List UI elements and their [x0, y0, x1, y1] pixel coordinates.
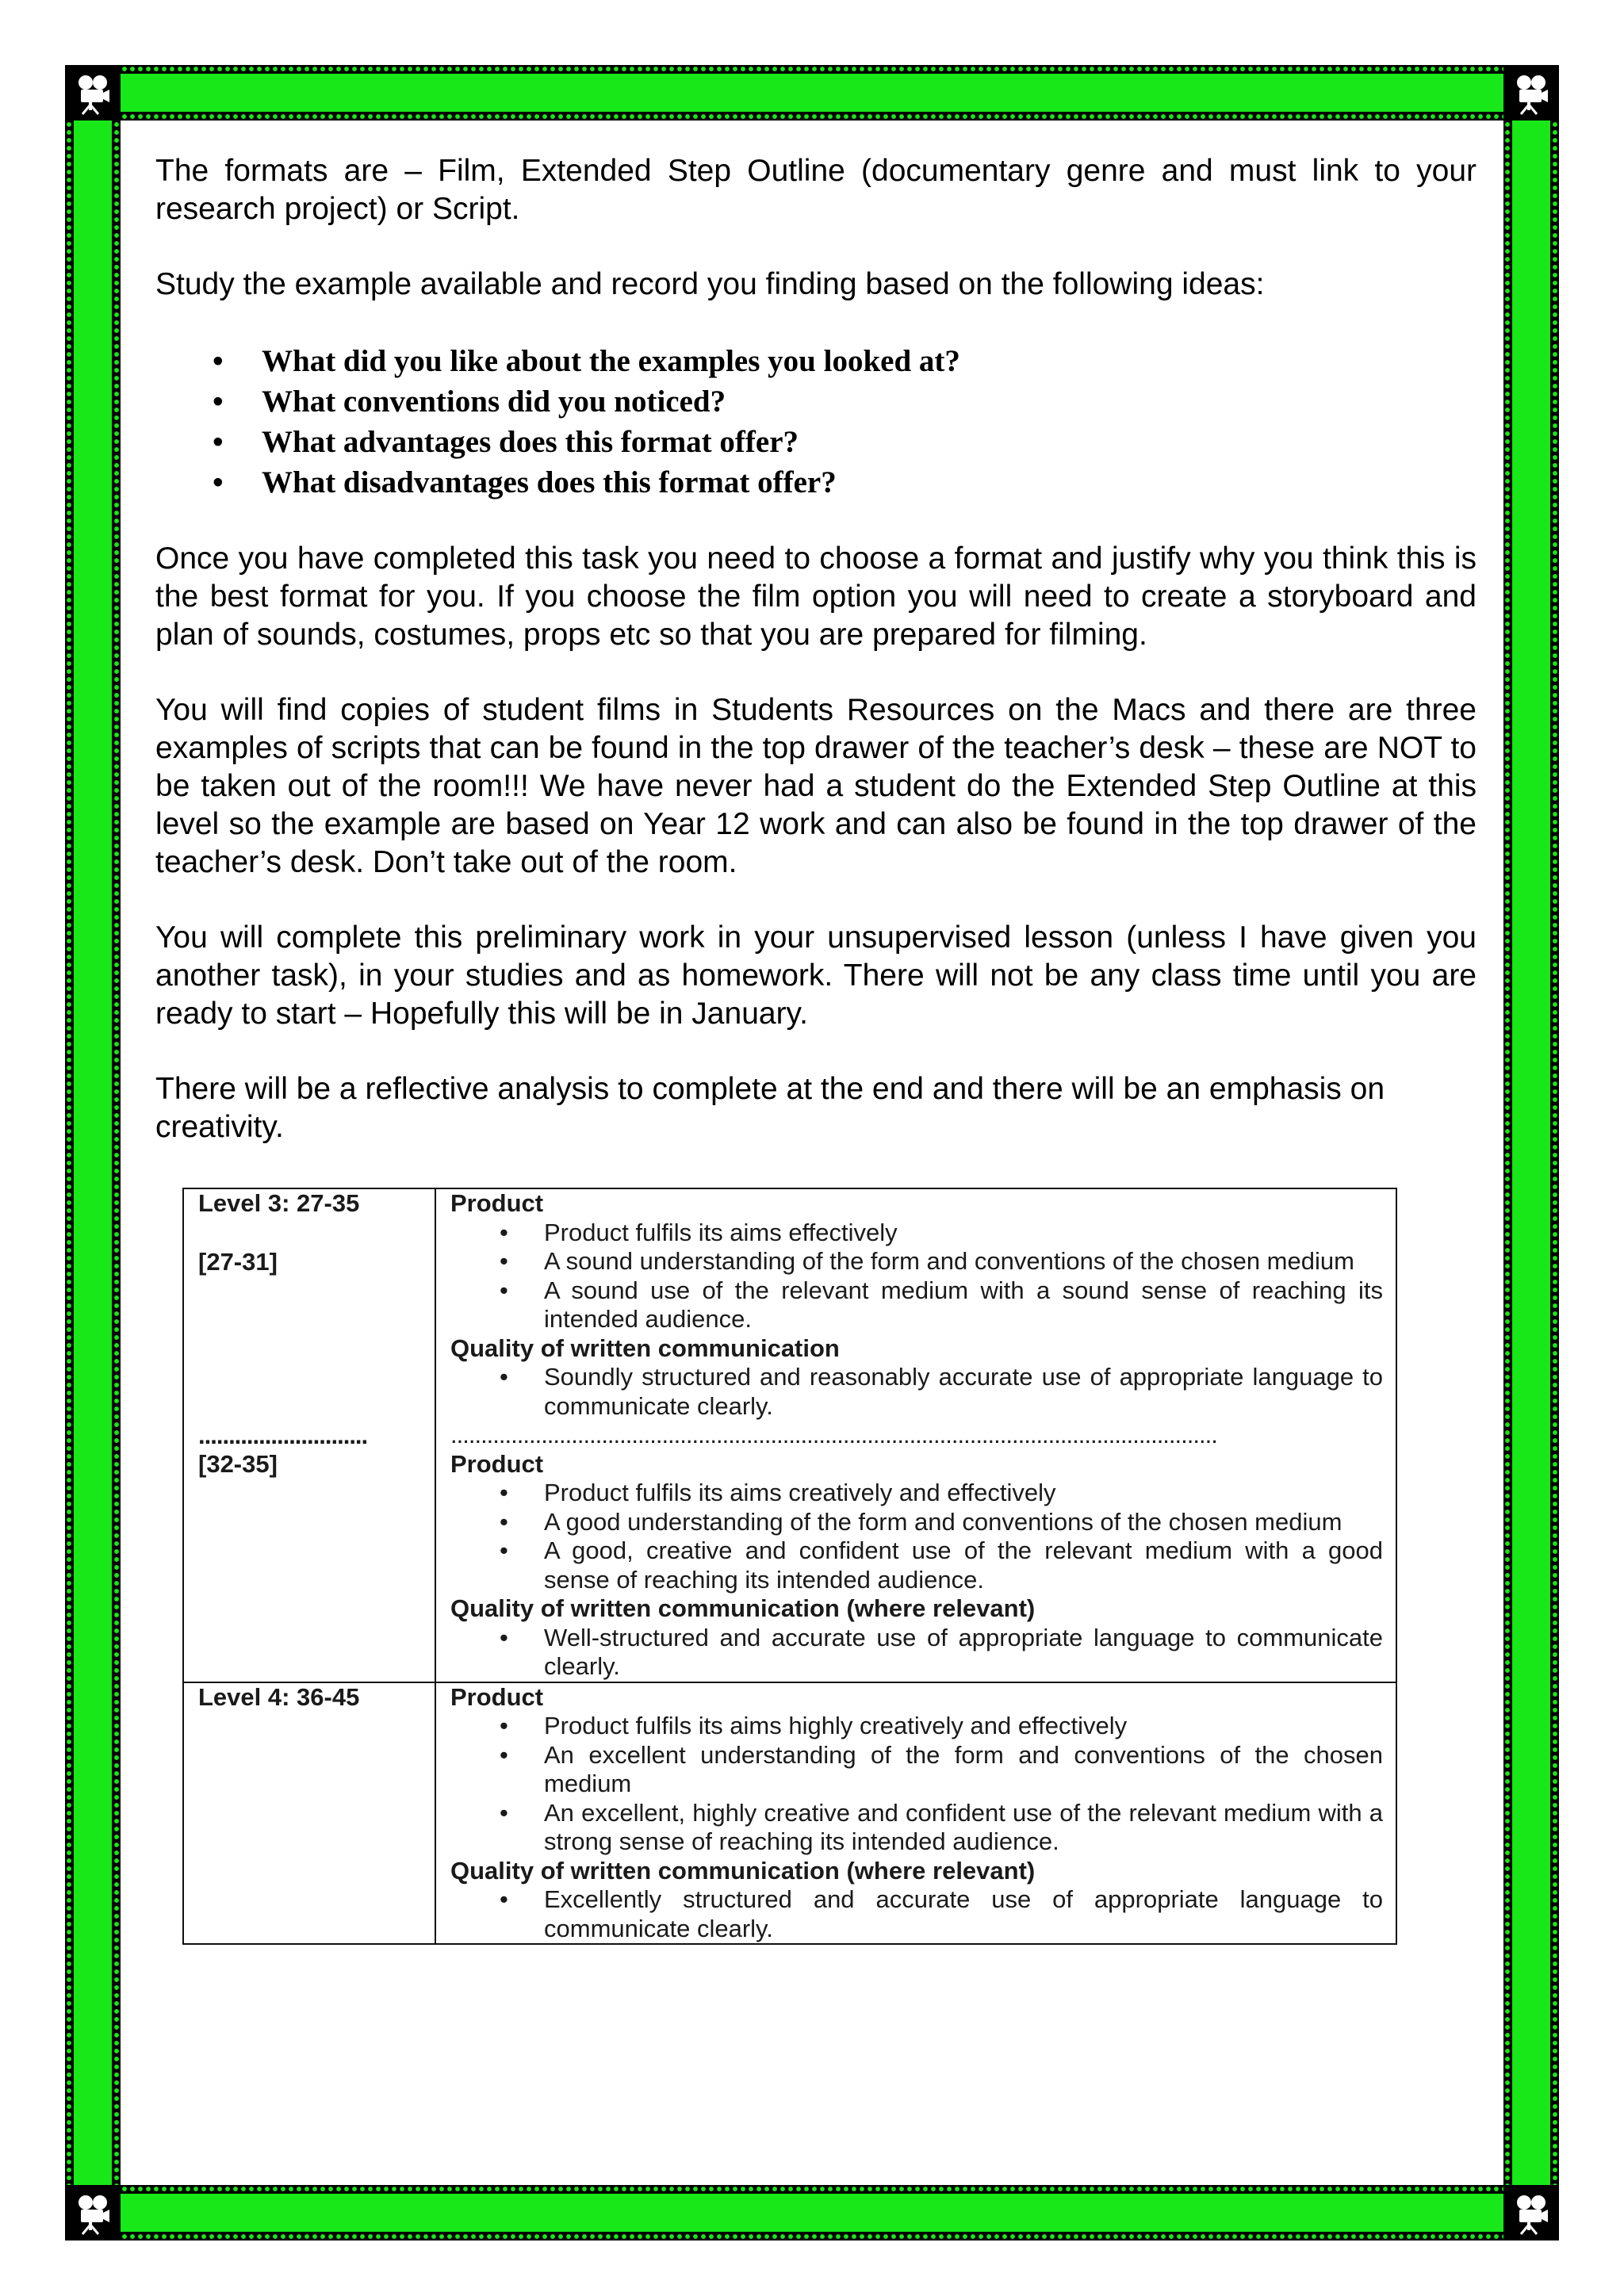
- table-row: [183, 1188, 1396, 1450]
- qwc-heading: Quality of written communication (where relevant): [450, 1856, 1036, 1885]
- level-3-cell: [183, 1188, 435, 1450]
- formats-paragraph: The formats are – Film, Extended Step Outline (documentary genre and must link to your research project) or Script.: [155, 154, 1477, 226]
- product-heading: Product: [450, 1449, 544, 1478]
- question-item: • What did you like about the examples you looked at?: [213, 341, 1477, 381]
- qwc-heading: Quality of written communication: [450, 1334, 840, 1362]
- film-strip-top: [65, 65, 1559, 121]
- film-camera-icon: [65, 65, 121, 121]
- product-criteria-list: [450, 1219, 1383, 1334]
- list-item: • An excellent understanding of the form and conventions of the chosen medium: [500, 1741, 1383, 1799]
- question-item: • What advantages does this format offer?: [213, 422, 1477, 462]
- table-row: [183, 1682, 1396, 1945]
- level-label: Level 3: 27-35: [198, 1189, 360, 1217]
- product-heading: Product: [450, 1682, 544, 1711]
- level-label: Level 4: 36-45: [198, 1682, 360, 1711]
- level-3-range-b-description: [435, 1450, 1396, 1682]
- qwc-criteria-list: [450, 1363, 1383, 1421]
- dotted-separator: ...............................................................................................................................: [450, 1421, 1217, 1448]
- film-camera-icon: [65, 2185, 121, 2241]
- qwc-heading: Quality of written communication (where relevant): [450, 1594, 1036, 1622]
- dotted-separator: ............................: [198, 1421, 368, 1449]
- choose-format-paragraph: Once you have completed this task you need to choose a format and justify why you think this is the best format for you. If you choose the film option you will need to create a storyboard and plan of sounds, costumes, props etc so that you are prepared for filming.: [155, 541, 1477, 652]
- list-item: • Soundly structured and reasonably accurate use of appropriate language to communicate clearly.: [500, 1363, 1383, 1421]
- range-label: [32-35]: [198, 1450, 278, 1478]
- question-item: • What conventions did you noticed?: [213, 381, 1477, 422]
- list-item: • Product fulfils its aims creatively and effectively: [500, 1479, 1383, 1508]
- list-item: • A good understanding of the form and conventions of the chosen medium: [500, 1508, 1383, 1537]
- level-4-cell: [183, 1682, 435, 1945]
- film-strip-bottom: [65, 2185, 1559, 2241]
- list-item: • A sound use of the relevant medium with a sound sense of reaching its intended audience.: [500, 1276, 1383, 1334]
- question-list: [155, 341, 1477, 503]
- study-paragraph: Study the example available and record you finding based on the following ideas:: [155, 267, 1265, 301]
- list-item: • A sound understanding of the form and conventions of the chosen medium: [500, 1247, 1383, 1276]
- range-label: [27-31]: [198, 1247, 278, 1276]
- product-criteria-list: [450, 1712, 1383, 1857]
- list-item: • Product fulfils its aims highly creatively and effectively: [500, 1712, 1383, 1741]
- level-3-range-a-description: [435, 1188, 1396, 1450]
- table-row: [183, 1450, 1396, 1682]
- level-3-range-b-cell: [183, 1421, 435, 1682]
- student-copies-paragraph: You will find copies of student films in Students Resources on the Macs and there are three examples of scripts that can be found in the top drawer of the teacher’s desk – these are NOT to be taken out of the room!!! We have never had a student do the Extended Step Outline at this level so the example are based on Year 12 work and can also be found in the top drawer of the teacher’s desk. Don’t take out of the room.: [155, 693, 1477, 879]
- film-camera-icon: [1503, 2185, 1559, 2241]
- document-body: [155, 152, 1477, 1184]
- preliminary-work-paragraph: You will complete this preliminary work in your unsupervised lesson (unless I have given you another task), in your studies and as homework. There will not be any class time until you are ready to start – Hopefully this will be in January.: [155, 920, 1477, 1031]
- qwc-criteria-list: [450, 1885, 1383, 1943]
- list-item: • Product fulfils its aims effectively: [500, 1219, 1383, 1248]
- film-strip-left: [65, 121, 121, 2185]
- film-strip-right: [1503, 121, 1559, 2185]
- assessment-criteria-table: [182, 1188, 1397, 1945]
- list-item: • An excellent, highly creative and confident use of the relevant medium with a strong sense of reaching its intended audience.: [500, 1799, 1383, 1857]
- list-item: • Well-structured and accurate use of appropriate language to communicate clearly.: [500, 1624, 1383, 1682]
- film-camera-icon: [1503, 65, 1559, 121]
- question-item: • What disadvantages does this format offer?: [213, 462, 1477, 503]
- list-item: • A good, creative and confident use of the relevant medium with a good sense of reaching its intended audience.: [500, 1536, 1383, 1594]
- reflective-analysis-paragraph: There will be a reflective analysis to complete at the end and there will be an emphasis on creativity.: [155, 1072, 1385, 1144]
- level-4-description: [435, 1682, 1396, 1945]
- qwc-criteria-list: [450, 1624, 1383, 1682]
- product-heading: Product: [450, 1189, 544, 1217]
- list-item: • Excellently structured and accurate use of appropriate language to communicate clearly.: [500, 1885, 1383, 1943]
- product-criteria-list: [450, 1479, 1383, 1594]
